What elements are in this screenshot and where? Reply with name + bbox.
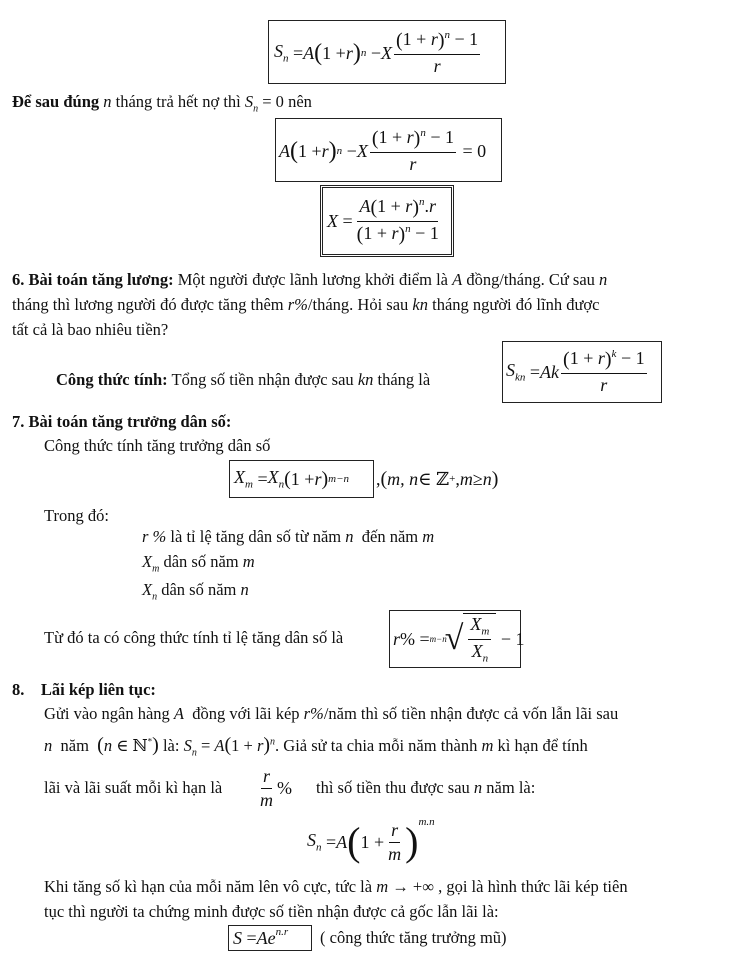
sec6-line3-text: tất cả là bao nhiêu tiền?	[12, 320, 169, 339]
sec6-formula-text2: tháng là	[377, 370, 431, 389]
sec8-heading: Lãi kép liên tục:	[40, 680, 156, 699]
intro-prefix: Để sau đúng	[12, 92, 100, 111]
sec7-condition: , ( m, n ∈ ℤ + , m ≥ n )	[376, 467, 499, 490]
sec6-formula-kn: kn	[357, 370, 374, 389]
sec8-l3-frac: $\frac{r}{m}$ %	[260, 765, 292, 810]
sec8-line3b	[316, 778, 535, 798]
intro-suffix: nên	[288, 92, 312, 111]
sec8-heading-num: 8.	[12, 680, 25, 699]
sec6-line1	[12, 270, 607, 290]
sec8-l3-n: n	[473, 778, 483, 797]
sec6-line1-text2: đồng/tháng. Cứ sau	[466, 270, 595, 289]
sec8-l2-m: m	[481, 736, 494, 755]
sec6-line2	[12, 295, 599, 315]
sec7-def2	[142, 552, 255, 574]
sec6-var-kn: kn	[412, 295, 428, 314]
sec7-def2-var: $X_m$	[142, 552, 160, 575]
sec7-def3-text: dân số năm	[161, 580, 237, 599]
sec6-formula-text: Tổng số tiền nhận được sau	[171, 370, 354, 389]
sec6-formula-label: Công thức tính:	[56, 370, 168, 389]
intro-cond: $S_n = 0$	[244, 92, 284, 115]
sec8-l2-c: . Giả sử ta chia mỗi năm thành	[275, 736, 478, 755]
sec8-final-formula: S = Ae $^{n.r}$	[233, 926, 289, 948]
sec8-heading-line	[12, 680, 156, 700]
sec8-line3	[44, 778, 222, 798]
intro-var-n: n	[103, 92, 112, 111]
sec8-line5: tục thì người ta chứng minh được số tiền nhận được cả gốc lẫn lãi là:	[44, 902, 499, 921]
formula-eq: A ( 1 + r ) n − X $\frac{(1 + r)^n - 1}{r}$ = 0	[279, 127, 487, 174]
sec8-l4-lim: m → +∞	[376, 877, 434, 896]
intro-middle: tháng trả hết nợ thì	[115, 92, 241, 111]
sec7-def1-text-b: đến năm	[361, 527, 419, 546]
sec8-formula-m: $S_n$ = A ( 1 + $\frac{r}{m}$ ) $^{m.n}$	[307, 816, 435, 864]
sec7-where: Trong đó:	[44, 506, 109, 525]
sec6-line3	[12, 320, 168, 340]
sec7-rate-formula: r % = m−n √ $\frac{X_m}{X_n}$ − 1	[393, 613, 525, 665]
sec6-line1-text: Một người được lãnh lương khởi điểm là	[177, 270, 448, 289]
sec6-rate: r%	[287, 295, 308, 314]
sec8-line2	[44, 734, 588, 758]
sec8-l1-A: A	[173, 704, 185, 723]
sec7-def1-m: m	[422, 527, 435, 546]
sec7-def1	[142, 527, 434, 547]
sec8-l2-d: kì hạn để tính	[497, 736, 588, 755]
sec8-l3-c: năm là:	[486, 778, 536, 797]
sec8-l2-n: n	[44, 736, 53, 755]
sec7-def2-text: dân số năm	[163, 552, 239, 571]
sec8-l3-a: lãi và lãi suất mỗi kì hạn là	[44, 778, 223, 797]
sec7-heading: 7. Bài toán tăng trưởng dân số:	[12, 412, 232, 431]
sec8-l4-b: , gọi là hình thức lãi kép tiên	[438, 877, 628, 896]
sec8-l2-cond: (n ∈ ℕ*)	[97, 734, 159, 756]
sec8-l1-rate: r%	[303, 704, 324, 723]
sec7-rate-intro: Từ đó ta có công thức tính tỉ lệ tăng dân số là	[44, 628, 344, 647]
sec6-line2-b: /tháng. Hỏi sau	[307, 295, 409, 314]
sec8-l2-a: năm	[60, 736, 89, 755]
sec8-line1	[44, 704, 618, 724]
sec6-formula-line	[56, 370, 430, 390]
sec7-def3	[142, 580, 249, 602]
sec8-l1-c: /năm thì số tiền nhận được cả vốn lẫn lãi sau	[323, 704, 619, 723]
sec7-def3-n: n	[240, 580, 249, 599]
sec6-line2-a: tháng thì lương người đó được tăng thêm	[12, 295, 284, 314]
sec6-var-a: A	[452, 270, 463, 289]
sec6-formula: $S_{kn}$ = Ak $\frac{(1 + r)^k - 1}{r}$	[506, 348, 645, 395]
sec8-line4	[44, 877, 628, 897]
sec8-l2-formula: $S_n = A(1 + r)^n$	[183, 734, 276, 759]
sec8-final-note: ( công thức tăng trưởng mũ)	[320, 928, 507, 947]
sec7-intro: Công thức tính tăng trưởng dân số	[44, 436, 271, 455]
sec6-line2-c: tháng người đó lĩnh được	[432, 295, 600, 314]
sec8-l2-b: là:	[162, 736, 180, 755]
sec7-def3-var: $X_n$	[142, 580, 158, 603]
sec7-def2-m: m	[242, 552, 255, 571]
sec7-def1-var: r %	[142, 527, 167, 546]
sec6-var-n: n	[599, 270, 608, 289]
sec8-l1-b: đồng với lãi kép	[192, 704, 300, 723]
formula-sn: $S_n$ = A ( 1 + r ) n − X $\frac{(1 + r)^n - 1}{r}$	[274, 29, 479, 76]
sec6-heading: 6. Bài toán tăng lương:	[12, 270, 174, 289]
sec8-l4-a: Khi tăng số kì hạn của mỗi năm lên vô cực, tức là	[44, 877, 373, 896]
sec7-formula: $X_m$ = $X_n$ ( 1 + r ) m−n	[234, 467, 349, 491]
sec8-l1-a: Gửi vào ngân hàng	[44, 704, 170, 723]
sec8-l3-b: thì số tiền thu được sau	[316, 778, 470, 797]
sec7-def1-text-a: là tỉ lệ tăng dân số từ năm	[170, 527, 342, 546]
sec7-def1-n: n	[345, 527, 354, 546]
intro-line	[12, 92, 312, 114]
formula-x: X = $\frac{A(1 + r)^n.r}{(1 + r)^n - 1}$	[327, 196, 439, 245]
